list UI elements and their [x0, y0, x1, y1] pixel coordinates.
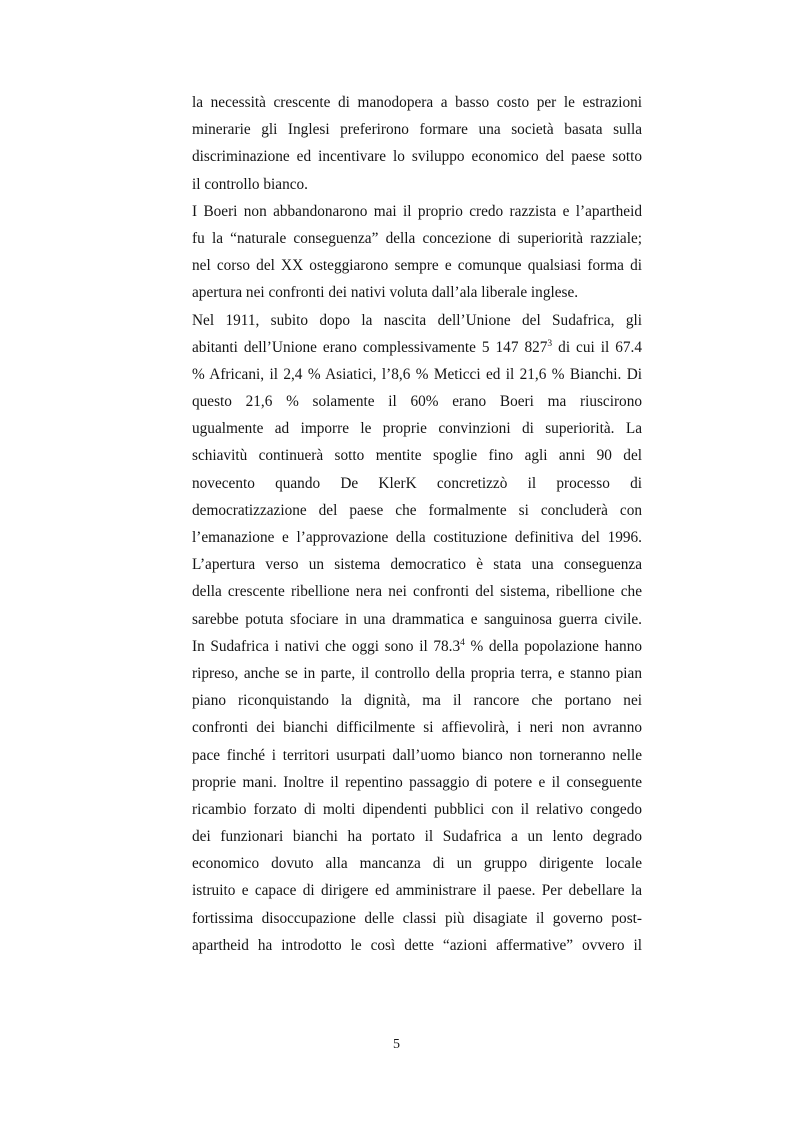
text-line: confronti dei bianchi difficilmente si affievolirà, i neri non avranno — [192, 719, 642, 737]
text-line: proprie mani. Inoltre il repentino passaggio di potere e il conseguente — [192, 773, 642, 791]
text-segment: % della popolazione hanno — [464, 637, 642, 655]
text-line — [192, 334, 642, 361]
text-line: nel corso del XX osteggiarono sempre e comunque qualsiasi forma di — [192, 257, 642, 275]
text-line: discriminazione ed incentivare lo sviluppo economico del paese sotto — [192, 148, 642, 166]
text-line: apertura nei confronti dei nativi voluta dall’ala liberale inglese. — [192, 284, 579, 302]
text-line: novecento quando De KlerK concretizzò il processo di — [192, 474, 642, 492]
text-line: sarebbe potuta sfociare in una drammatica e sanguinosa guerra civile. — [192, 610, 642, 628]
text-line: pace finché i territori usurpati dall’uomo bianco non torneranno nelle — [192, 746, 642, 764]
text-line: fortissima disoccupazione delle classi più disagiate il governo post- — [192, 909, 642, 927]
text-line: l’emanazione e l’approvazione della costituzione definitiva del 1996. — [192, 529, 642, 546]
text-line: fu la “naturale conseguenza” della concezione di superiorità razziale; — [192, 229, 642, 247]
text-line: dei funzionari bianchi ha portato il Sudafrica a un lento degrado — [192, 828, 642, 846]
text-line — [192, 633, 642, 660]
text-line: % Africani, il 2,4 % Asiatici, l’8,6 % Meticci ed il 21,6 % Bianchi. Di — [192, 365, 642, 383]
text-line: della crescente ribellione nera nei confronti del sistema, ribellione che — [192, 583, 642, 601]
text-line: ripreso, anche se in parte, il controllo della propria terra, e stanno pian — [192, 664, 642, 682]
text-line: economico dovuto alla mancanza di un gruppo dirigente locale — [192, 855, 642, 873]
text-line: istruito e capace di dirigere ed amministrare il paese. Per debellare la — [192, 882, 642, 900]
text-line: I Boeri non abbandonarono mai il proprio credo razzista e l’apartheid — [192, 202, 642, 220]
text-line: apartheid ha introdotto le così dette “azioni affermative” ovvero il — [192, 936, 642, 954]
text-line: ugualmente ad imporre le proprie convinzioni di superiorità. La — [192, 420, 642, 438]
text-line: questo 21,6 % solamente il 60% erano Boeri ma riuscirono — [192, 393, 642, 411]
text-line: piano riconquistando la dignità, ma il rancore che portano nei — [192, 692, 642, 710]
text-line: L’apertura verso un sistema democratico è stata una conseguenza — [192, 556, 642, 574]
text-line: Nel 1911, subito dopo la nascita dell’Unione del Sudafrica, gli — [192, 311, 642, 329]
text-segment: di cui il 67.4 — [552, 338, 643, 356]
text-segment: In Sudafrica i nativi che oggi sono il 78.3 — [192, 637, 461, 655]
text-line: il controllo bianco. — [192, 175, 308, 193]
text-line: minerarie gli Inglesi preferirono formare una società basata sulla — [192, 121, 642, 139]
body-text — [192, 89, 642, 959]
text-line: schiavitù continuerà sotto mentite spoglie fino agli anni 90 del — [192, 447, 642, 465]
text-line: la necessità crescente di manodopera a basso costo per le estrazioni — [192, 94, 642, 111]
footnote-marker: 3 — [547, 338, 553, 349]
text-segment: abitanti dell’Unione erano complessivamente 5 147 827 — [192, 338, 548, 356]
text-line: democratizzazione del paese che formalmente si concluderà con — [192, 501, 642, 519]
text-line: ricambio forzato di molti dipendenti pubblici con il relativo congedo — [192, 800, 642, 818]
footnote-marker: 4 — [460, 637, 465, 648]
page-number: 5 — [393, 1037, 400, 1052]
